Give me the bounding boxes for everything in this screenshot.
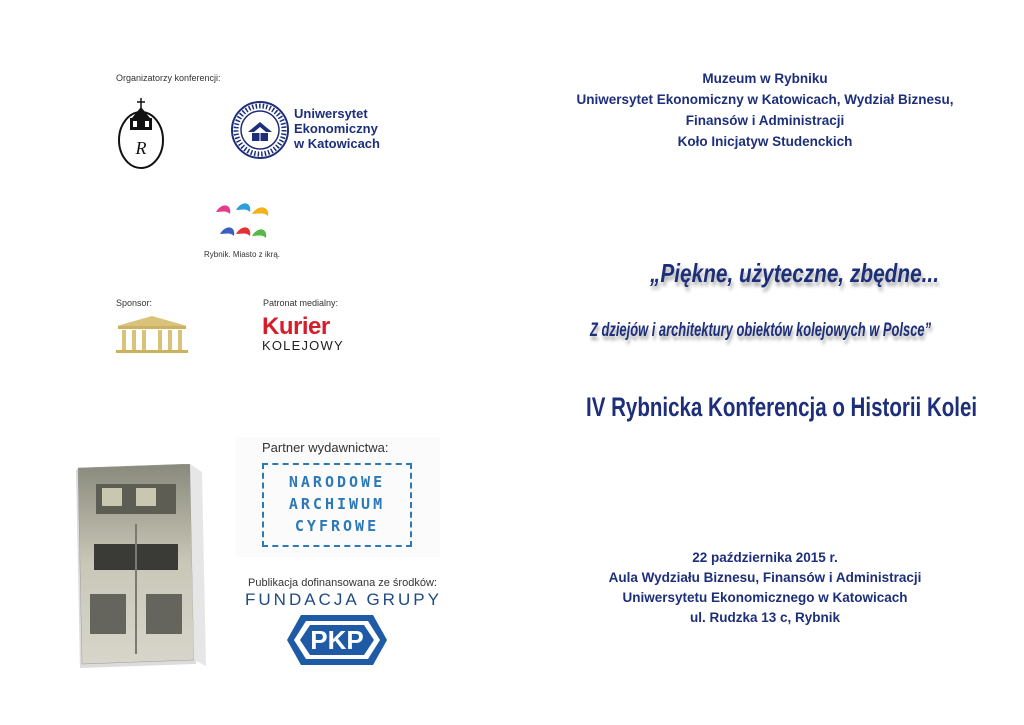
address-line: ul. Rudzka 13 c, Rybnik <box>689 610 841 625</box>
organizers-label: Organizatorzy konferencji: <box>116 73 221 83</box>
venue-line: Aula Wydziału Biznesu, Finansów i Administracji <box>608 570 922 585</box>
nac-logo <box>262 463 412 547</box>
university-logo-line: Ekonomiczny <box>294 121 378 136</box>
kurier-logo-main: Kurier <box>262 313 330 340</box>
rybnik-city-logo <box>212 200 272 245</box>
media-patron-label: Patronat medialny: <box>263 298 339 308</box>
sponsor-label: Sponsor: <box>116 298 153 308</box>
sponsor-logo <box>112 312 192 357</box>
kurier-logo-sub: KOLEJOWY <box>262 338 344 353</box>
university-logo-line: Uniwersytet <box>294 106 368 121</box>
conference-date: 22 października 2015 r. <box>692 550 838 565</box>
conference-motto-line-1: „Piękne, użyteczne, zbędne... <box>650 258 939 288</box>
venue-line: Uniwersytetu Ekonomicznego w Katowicach <box>622 590 908 605</box>
pkp-logo-text: PKP <box>310 625 364 655</box>
foundation-label: FUNDACJA GRUPY <box>245 590 442 609</box>
organizer-line: Koło Inicjatyw Studenckich <box>677 134 853 149</box>
kurier-kolejowy-logo <box>262 315 344 353</box>
publishing-partner-label: Partner wydawnictwa: <box>262 440 389 455</box>
organizers-list <box>540 68 990 152</box>
book-cover-image <box>74 464 208 670</box>
conference-details <box>540 548 990 628</box>
organizer-line: Finansów i Administracji <box>685 113 845 128</box>
conference-motto-line-2: Z dziejów i architektury obiektów kolejowych w Polsce” <box>590 320 932 341</box>
publication-funding-label: Publikacja dofinansowana ze środków: <box>248 577 437 589</box>
organizer-line: Muzeum w Rybniku <box>702 71 828 86</box>
university-logo-text <box>294 106 380 151</box>
university-seal-logo <box>230 100 290 160</box>
svg-text:R: R <box>135 138 147 158</box>
rybnik-tagline: Rybnik. Miasto z ikrą. <box>204 250 281 259</box>
nac-logo-line: CYFROWE <box>294 517 380 535</box>
pkp-logo <box>285 613 389 667</box>
nac-logo-line: ARCHIWUM <box>288 495 386 513</box>
organizer-line: Uniwersytet Ekonomiczny w Katowicach, Wydział Biznesu, <box>576 92 954 107</box>
nac-logo-line: NARODOWE <box>288 473 386 491</box>
university-logo-line: w Katowicach <box>294 136 380 151</box>
museum-logo <box>116 96 166 170</box>
conference-title: IV Rybnicka Konferencja o Historii Kolei <box>586 392 978 422</box>
